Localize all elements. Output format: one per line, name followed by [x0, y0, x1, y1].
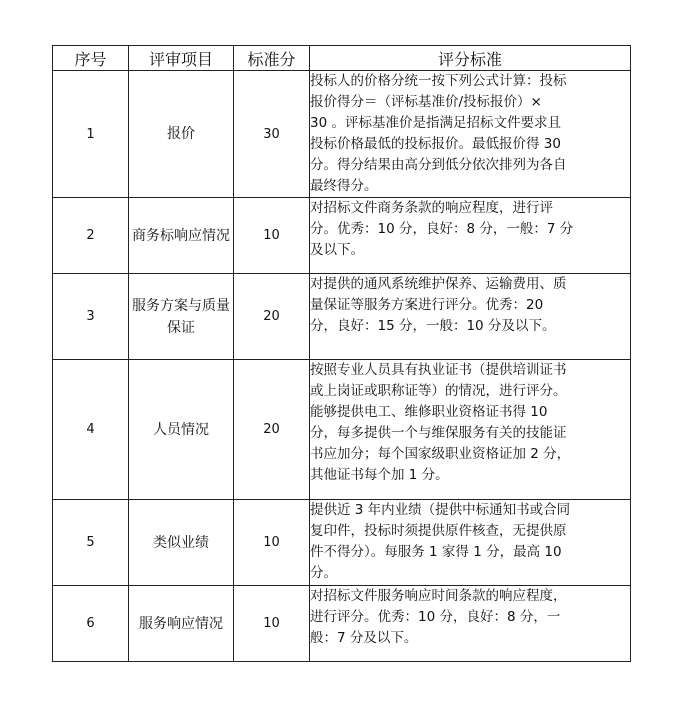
row-score: 30: [234, 71, 310, 198]
criteria-line: 投标人的价格分统一按下列公式计算：投标: [310, 73, 567, 89]
criteria-line: 般：7 分及以下。: [310, 630, 418, 646]
criteria-line: 量保证等服务方案进行评分。优秀：20: [310, 297, 544, 313]
row-criteria: [310, 198, 631, 274]
criteria-line: 报价得分＝（评标基准价/投标报价）×: [310, 94, 542, 110]
criteria-line: 进行评分。优秀：10 分，良好：8 分，一: [310, 609, 561, 625]
table-row: [53, 360, 631, 500]
criteria-line: 或上岗证或职称证等）的情况，进行评分。: [310, 383, 567, 399]
row-item: 服务方案与质量保证: [129, 274, 234, 360]
header-no: 序号: [53, 46, 129, 71]
row-item: 人员情况: [129, 360, 234, 500]
header-row: [53, 46, 631, 71]
row-number: 2: [53, 198, 129, 274]
table-row: [53, 198, 631, 274]
table-row: [53, 274, 631, 360]
row-criteria: [310, 360, 631, 500]
criteria-line: 提供近 3 年内业绩（提供中标通知书或合同: [310, 502, 571, 518]
criteria-line: 及以下。: [310, 242, 364, 258]
row-score: 10: [234, 586, 310, 662]
row-number: 4: [53, 360, 129, 500]
row-number: 3: [53, 274, 129, 360]
criteria-line: 其他证书每个加 1 分。: [310, 467, 449, 483]
row-criteria: [310, 500, 631, 586]
criteria-line: 书应加分；每个国家级职业资格证加 2 分，: [310, 446, 571, 462]
criteria-line: 分。优秀：10 分，良好：8 分，一般：7 分: [310, 221, 574, 237]
row-number: 1: [53, 71, 129, 198]
criteria-line: 按照专业人员具有执业证书（提供培训证书: [310, 362, 567, 378]
criteria-line: 分。得分结果由高分到低分依次排列为各自: [310, 157, 567, 173]
row-item: 商务标响应情况: [129, 198, 234, 274]
criteria-line: 复印件，投标时须提供原件核查，无提供原: [310, 523, 567, 539]
criteria-line: 最终得分。: [310, 178, 378, 194]
row-number: 5: [53, 500, 129, 586]
row-criteria: [310, 274, 631, 360]
row-score: 10: [234, 198, 310, 274]
criteria-line: 对招标文件服务响应时间条款的响应程度，: [310, 588, 567, 604]
row-score: 20: [234, 274, 310, 360]
criteria-line: 30 。评标基准价是指满足招标文件要求且: [310, 115, 561, 131]
criteria-line: 对招标文件商务条款的响应程度，进行评: [310, 200, 553, 216]
criteria-line: 分，良好：15 分，一般：10 分及以下。: [310, 318, 556, 334]
row-item: 服务响应情况: [129, 586, 234, 662]
header-score: 标准分: [234, 46, 310, 71]
row-criteria: [310, 71, 631, 198]
criteria-line: 件不得分）。每服务 1 家得 1 分，最高 10: [310, 544, 562, 560]
criteria-line: 投标价格最低的投标报价。最低报价得 30: [310, 136, 561, 152]
row-score: 10: [234, 500, 310, 586]
table-row: [53, 71, 631, 198]
header-criteria: 评分标准: [310, 46, 631, 71]
row-criteria: [310, 586, 631, 662]
row-item: 报价: [129, 71, 234, 198]
criteria-line: 对提供的通风系统维护保养、运输费用、质: [310, 276, 567, 292]
row-number: 6: [53, 586, 129, 662]
criteria-line: 分。: [310, 565, 337, 581]
table-row: [53, 500, 631, 586]
table-row: [53, 586, 631, 662]
row-item: 类似业绩: [129, 500, 234, 586]
criteria-line: 分，每多提供一个与维保服务有关的技能证: [310, 425, 567, 441]
scoring-table: [52, 45, 631, 662]
row-score: 20: [234, 360, 310, 500]
header-item: 评审项目: [129, 46, 234, 71]
criteria-line: 能够提供电工、维修职业资格证书得 10: [310, 404, 548, 420]
